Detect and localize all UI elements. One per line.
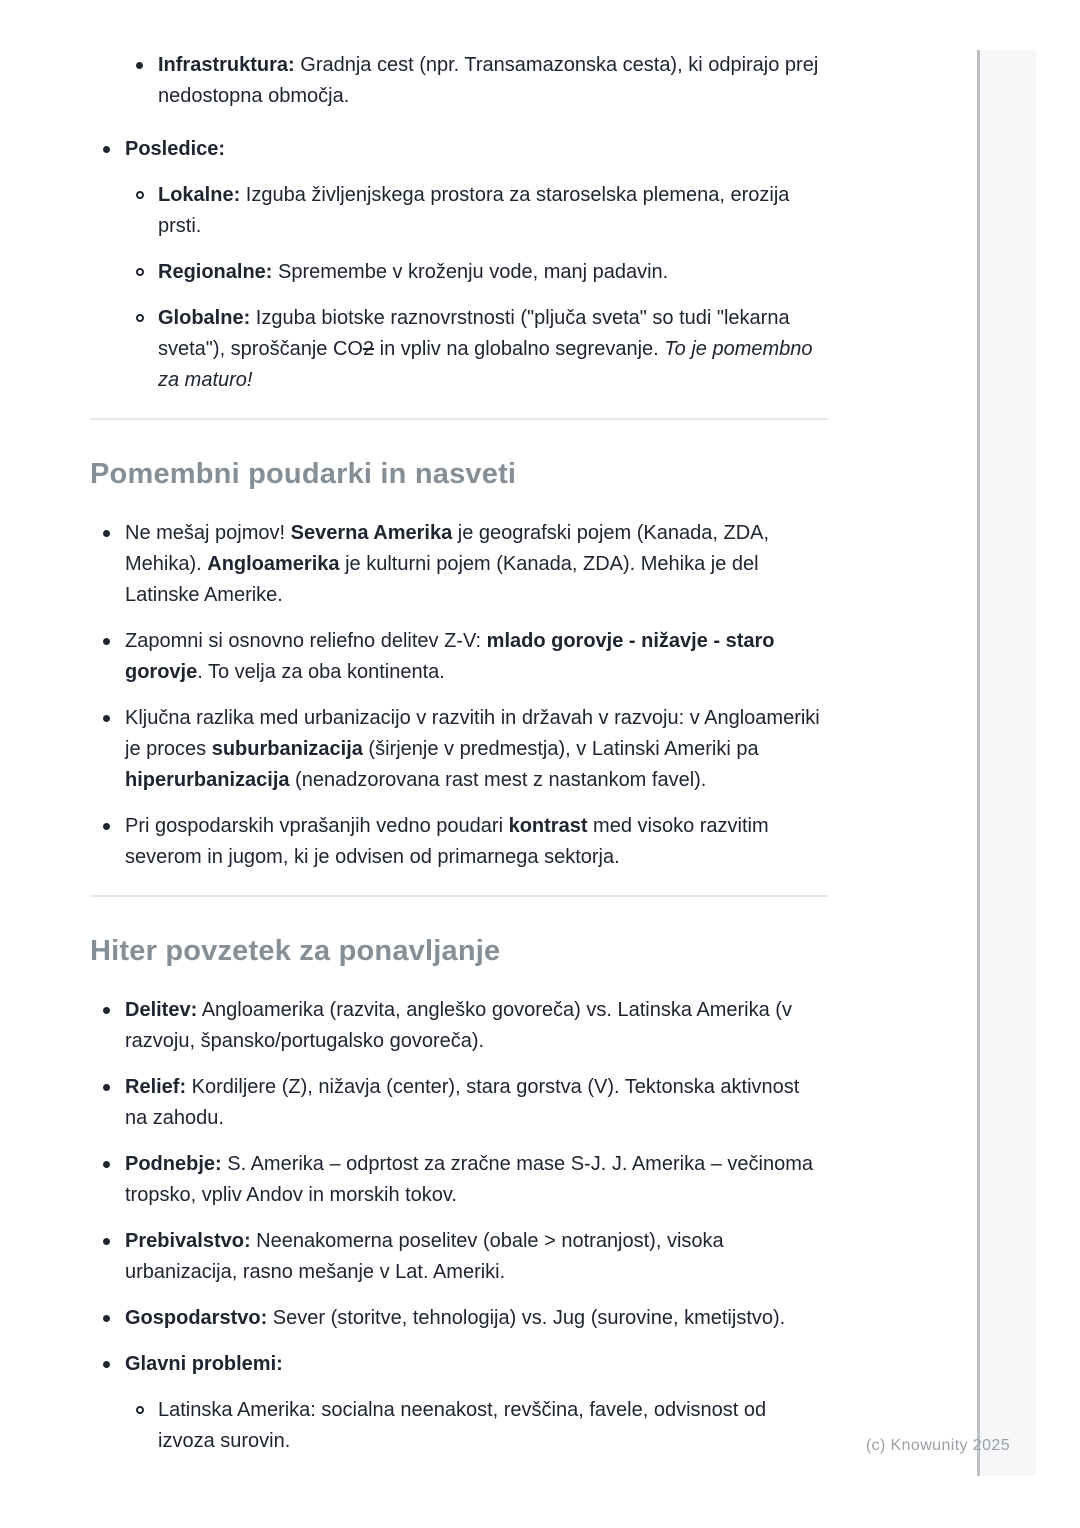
circle-bullet-icon	[136, 314, 144, 322]
list-item-text: Pri gospodarskih vprašanjih vedno poudari kontrast med visoko razvitim severom in jugom, ki je odvisen od primarnega sektorja.	[125, 815, 769, 868]
list-item-text: Latinska Amerika: socialna neenakost, revščina, favele, odvisnost od izvoza surovin.	[158, 1399, 767, 1452]
circle-bullet-icon	[136, 1406, 144, 1414]
bullet-icon	[103, 823, 110, 830]
consequences-list	[90, 50, 828, 396]
bullet-icon	[103, 1238, 110, 1245]
list-item-text: Lokalne: Izguba življenjskega prostora za staroselska plemena, erozija prsti.	[158, 184, 790, 237]
list-item-text: Prebivalstvo: Neenakomerna poselitev (obale > notranjost), visoka urbanizacija, rasno mešanje v Lat. Ameriki.	[125, 1230, 724, 1283]
bullet-icon	[103, 1161, 110, 1168]
list-item-text: Zapomni si osnovno reliefno delitev Z-V: mlado gorovje - nižavje - staro gorovje. To velja za oba kontinenta.	[125, 630, 775, 683]
list-item	[90, 134, 828, 165]
list-item	[90, 180, 828, 242]
list-item-text: Glavni problemi:	[125, 1353, 283, 1375]
bullet-icon	[103, 715, 110, 722]
bullet-icon	[136, 62, 143, 69]
bullet-icon	[103, 1007, 110, 1014]
document-content	[90, 50, 828, 1472]
list-item-text: Relief: Kordiljere (Z), nižavja (center), stara gorstva (V). Tektonska aktivnost na zahodu.	[125, 1076, 800, 1129]
section-heading: Hiter povzetek za ponavljanje	[90, 935, 501, 967]
bullet-icon	[103, 530, 110, 537]
list-item	[90, 303, 828, 396]
bullet-icon	[103, 1084, 110, 1091]
bullet-icon	[103, 638, 110, 645]
list-item	[90, 50, 828, 112]
list-item	[90, 1226, 828, 1288]
divider	[90, 895, 828, 897]
bullet-icon	[103, 146, 110, 153]
list-item-text: Posledice:	[125, 138, 226, 160]
list-item	[90, 1072, 828, 1134]
list-item	[90, 1149, 828, 1211]
list-item-text: Delitev: Angloamerika (razvita, angleško govoreča) vs. Latinska Amerika (v razvoju, špansko/portugalsko govoreča).	[125, 999, 792, 1052]
list-item	[90, 995, 828, 1057]
bullet-icon	[103, 1361, 110, 1368]
copyright-watermark: (c) Knowunity 2025	[865, 1437, 1010, 1454]
list-item-text: Infrastruktura: Gradnja cest (npr. Transamazonska cesta), ki odpirajo prej nedostopna območja.	[158, 54, 819, 107]
list-item	[90, 518, 828, 611]
list-item	[90, 1395, 828, 1457]
circle-bullet-icon	[136, 191, 144, 199]
list-item-text: Podnebje: S. Amerika – odprtost za zračne mase S-J. J. Amerika – večinoma tropsko, vpliv Andov in morskih tokov.	[125, 1153, 814, 1206]
list-item	[90, 257, 828, 288]
section-heading: Pomembni poudarki in nasveti	[90, 458, 517, 490]
tips-list	[90, 518, 828, 873]
list-item	[90, 626, 828, 688]
list-item	[90, 703, 828, 796]
bullet-icon	[103, 1315, 110, 1322]
list-item	[90, 1303, 828, 1334]
divider	[90, 418, 828, 420]
list-item-text: Regionalne: Spremembe v kroženju vode, manj padavin.	[158, 261, 669, 283]
list-item-text: Ne mešaj pojmov! Severna Amerika je geografski pojem (Kanada, ZDA, Mehika). Angloamerika je kulturni pojem (Kanada, ZDA). Mehika je del Latinske Amerike.	[125, 522, 770, 606]
list-item-text: Gospodarstvo: Sever (storitve, tehnologija) vs. Jug (surovine, kmetijstvo).	[125, 1307, 786, 1329]
list-item-text: Ključna razlika med urbanizacijo v razvitih in državah v razvoju: v Angloameriki je proces suburbanizacija (širjenje v predmestja), v Latinski Ameriki pa hiperurbanizacija (nenadzorovana rast mest z nastankom favel).	[125, 707, 820, 791]
list-item-text: Globalne: Izguba biotske raznovrstnosti ("pljuča sveta" so tudi "lekarna sveta"), sproščanje CO2 in vpliv na globalno segrevanje. To je pomembno za maturo!	[158, 307, 813, 391]
list-item	[90, 1349, 828, 1380]
summary-list	[90, 995, 828, 1457]
next-page-edge	[977, 50, 1036, 1476]
circle-bullet-icon	[136, 268, 144, 276]
list-item	[90, 811, 828, 873]
